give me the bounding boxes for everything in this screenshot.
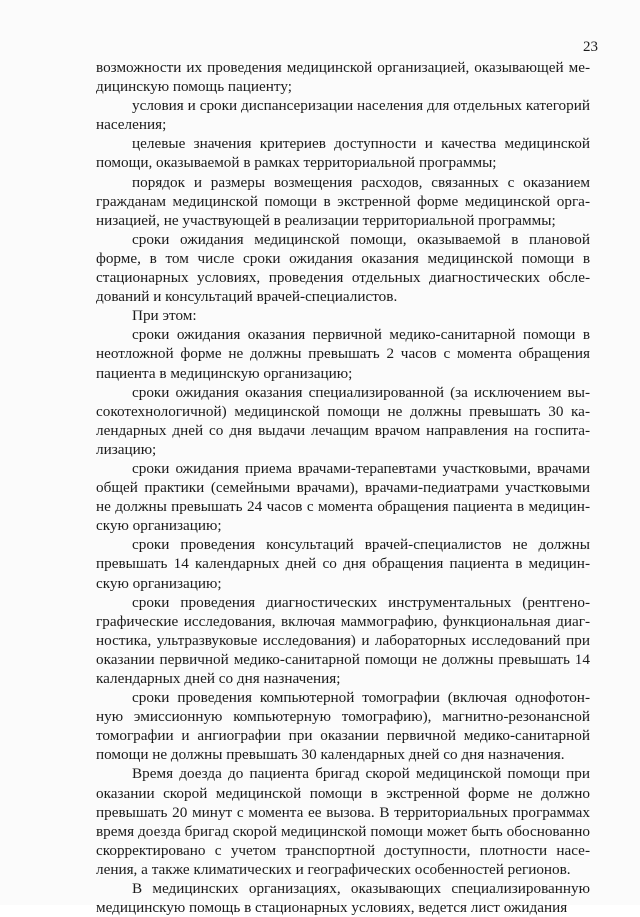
document-body — [96, 58, 590, 917]
paragraph: сроки проведения компьютерной томографии (включая однофотонную эмиссионную компьютерную томографию), магнитно-резонансной томографии и ангиографии при оказании первичной медико-санитарной помощи не должны превышать 30 календарных дней со дня назначения. — [96, 689, 590, 764]
paragraph: Время доезда до пациента бригад скорой медицинской помощи при оказании скорой медицинской помощи в экстренной форме не должно превышать 20 минут с момента ее вызова. В территориальных программах время доезда бригад скорой медицинской помощи может быть обоснованно скорректировано с учетом транспортной доступности, плотности населения, а также климатических и географических особенностей регионов. — [96, 765, 590, 878]
paragraph: порядок и размеры возмещения расходов, связанных с оказанием гражданам медицинской помощи в экстренной форме медицинской организацией, не участвующей в реализации территориальной программы; — [96, 173, 590, 229]
page-number: 23 — [583, 39, 598, 55]
paragraph: сроки проведения консультаций врачей-специалистов не должны превышать 14 календарных дней со дня обращения пациента в медицинскую организацию; — [96, 536, 590, 592]
paragraph: сроки ожидания оказания первичной медико-санитарной помощи в неотложной форме не должны превышать 2 часов с момента обращения пациента в медицинскую организацию; — [96, 326, 590, 382]
paragraph: сроки ожидания приема врачами-терапевтами участковыми, врачами общей практики (семейными врачами), врачами-педиатрами участковыми не должны превышать 24 часов с момента обращения пациента в медицинскую организацию; — [96, 459, 590, 535]
paragraph: сроки проведения диагностических инструментальных (рентгенографические исследования, включая маммографию, функциональная диагностика, ультразвуковые исследования) и лабораторных исследований при оказании первичной медико-санитарной помощи не должны превышать 14 календарных дней со дня назначения; — [96, 593, 590, 687]
paragraph: сроки ожидания оказания специализированной (за исключением высокотехнологичной) медицинской помощи не должны превышать 30 календарных дней со дня выдачи лечащим врачом направления на госпитализацию; — [96, 383, 590, 458]
paragraph: условия и сроки диспансеризации населения для отдельных категорий населения; — [96, 97, 590, 134]
paragraph: В медицинских организациях, оказывающих специализированную медицинскую помощь в стационарных условиях, ведется лист ожидания — [96, 880, 590, 917]
paragraph: возможности их проведения медицинской организацией, оказывающей медицинскую помощь пациенту; — [96, 59, 590, 96]
paragraph: При этом: — [132, 307, 197, 325]
paragraph: целевые значения критериев доступности и качества медицинской помощи, оказываемой в рамках территориальной программы; — [96, 135, 590, 172]
paragraph: сроки ожидания медицинской помощи, оказываемой в плановой форме, в том числе сроки ожидания оказания медицинской помощи в стационарных условиях, проведения отдельных диагностических обследований и консультаций врачей-специалистов. — [96, 230, 590, 306]
